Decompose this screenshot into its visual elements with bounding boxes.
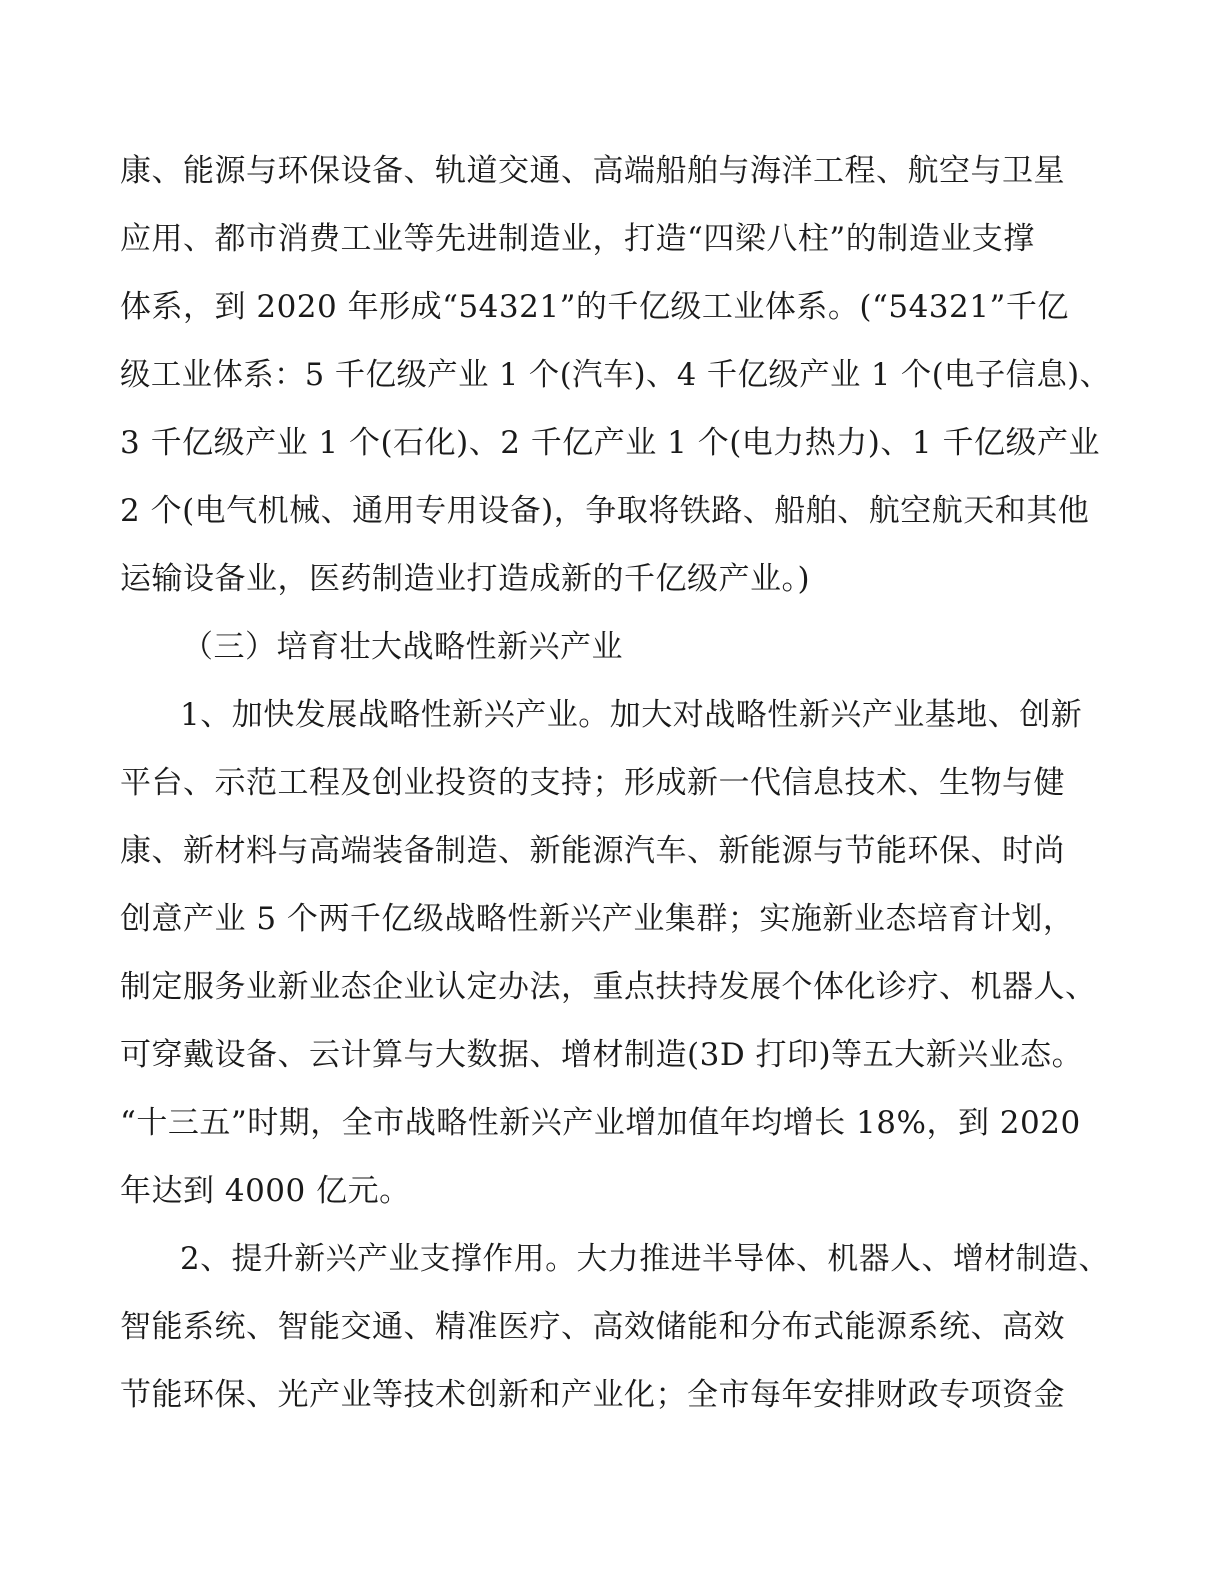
text-line: “十三五”时期，全市战略性新兴产业增加值年均增长 18%，到 2020 xyxy=(120,1105,1081,1141)
text-line: 平台、示范工程及创业投资的支持；形成新一代信息技术、生物与健 xyxy=(120,765,1065,801)
text-line: 2 个(电气机械、通用专用设备)，争取将铁路、船舶、航空航天和其他 xyxy=(120,493,1090,529)
text-line: 节能环保、光产业等技术创新和产业化；全市每年安排财政专项资金 xyxy=(120,1377,1065,1413)
text-line: 制定服务业新业态企业认定办法，重点扶持发展个体化诊疗、机器人、 xyxy=(120,969,1097,1005)
text-line: 康、新材料与高端装备制造、新能源汽车、新能源与节能环保、时尚 xyxy=(120,833,1065,869)
text-line: 创意产业 5 个两千亿级战略性新兴产业集群；实施新业态培育计划， xyxy=(120,901,1075,937)
text-line: 应用、都市消费工业等先进制造业，打造“四梁八柱”的制造业支撑 xyxy=(120,221,1035,257)
paragraph-first-line: 1、加快发展战略性新兴产业。加大对战略性新兴产业基地、创新 xyxy=(180,697,1083,733)
text-line: 可穿戴设备、云计算与大数据、增材制造(3D 打印)等五大新兴业态。 xyxy=(120,1037,1084,1073)
text-line: 级工业体系：5 千亿级产业 1 个(汽车)、4 千亿级产业 1 个(电子信息)、 xyxy=(120,357,1111,393)
text-line: 体系，到 2020 年形成“54321”的千亿级工业体系。(“54321”千亿 xyxy=(120,289,1069,325)
text-line: 智能系统、智能交通、精准医疗、高效储能和分布式能源系统、高效 xyxy=(120,1309,1065,1345)
paragraph-first-line: 2、提升新兴产业支撑作用。大力推进半导体、机器人、增材制造、 xyxy=(180,1241,1110,1277)
section-heading: （三）培育壮大战略性新兴产业 xyxy=(182,629,623,665)
text-line: 3 千亿级产业 1 个(石化)、2 千亿产业 1 个(电力热力)、1 千亿级产业 xyxy=(120,425,1100,461)
text-line: 年达到 4000 亿元。 xyxy=(120,1173,411,1209)
text-line: 康、能源与环保设备、轨道交通、高端船舶与海洋工程、航空与卫星 xyxy=(120,153,1065,189)
text-line: 运输设备业，医药制造业打造成新的千亿级产业。) xyxy=(120,561,811,597)
